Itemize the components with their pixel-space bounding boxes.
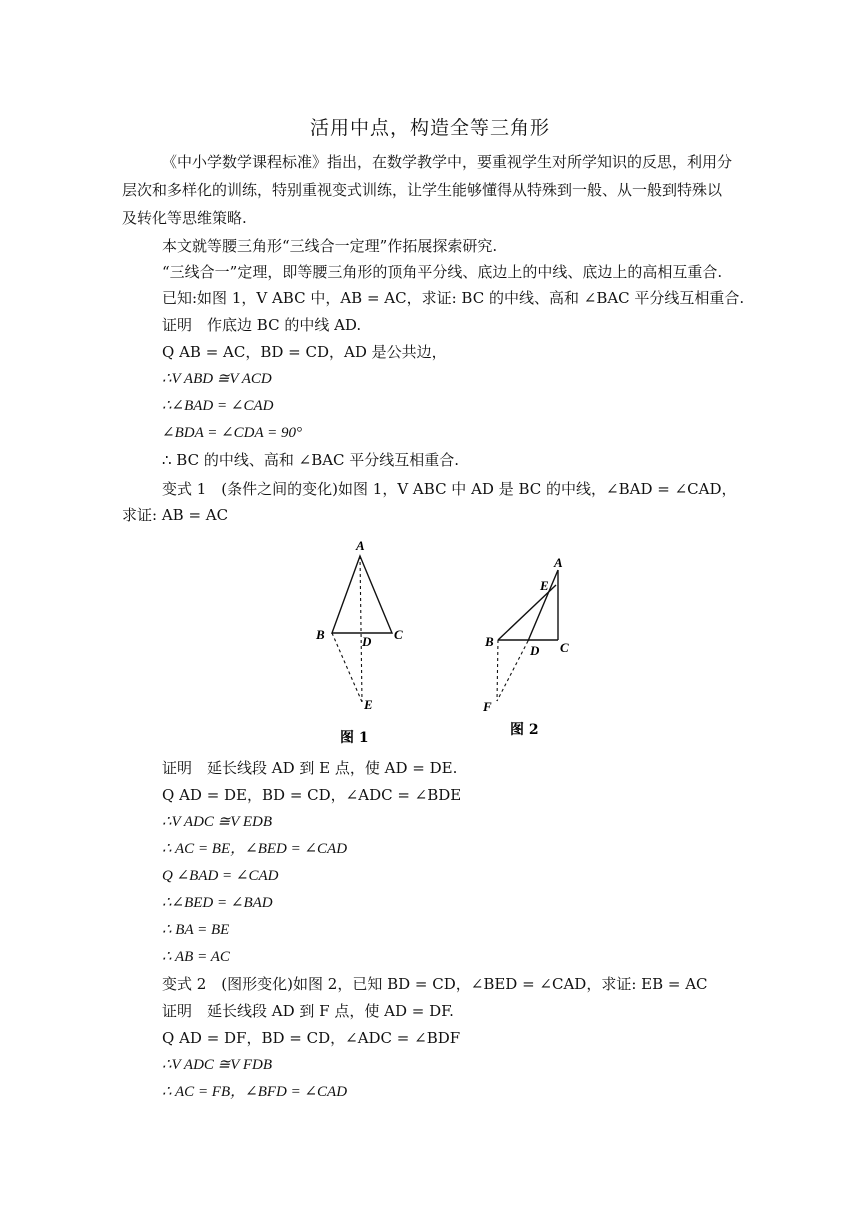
proof-0-line-6: ∴ BC 的中线、高和 ∠BAC 平分线互相重合.	[162, 451, 460, 469]
fig1-caption: 图 1	[340, 730, 369, 746]
fig1-label-e: E	[364, 697, 373, 712]
page-title: 活用中点，构造全等三角形	[309, 117, 550, 139]
paragraph-1-line-1: 《中小学数学课程标准》指出，在数学教学中，要重视学生对所学知识的反思，利用分	[162, 153, 733, 171]
proof-0-line-2: Q AB = AC，BD = CD，AD 是公共边，	[162, 343, 447, 361]
proof-1-line-1: 证明 延长线段 AD 到 E 点，使 AD = DE.	[162, 759, 458, 777]
proof-1-line-7: ∴ BA = BE	[162, 922, 230, 938]
figure-1	[315, 538, 403, 746]
variant-2-line-1: 变式 2 (图形变化)如图 2，已知 BD = CD，∠BED = ∠CAD，求证: EB = AC	[162, 975, 708, 993]
given-statement: 已知:如图 1，V ABC 中，AB = AC，求证: BC 的中线、高和 ∠BAC 平分线互相重合.	[162, 289, 745, 307]
fig1-label-c: C	[394, 627, 403, 642]
segment-df	[497, 641, 528, 701]
proof-1-line-3: ∴V ADC ≅V EDB	[162, 814, 273, 830]
proof-2-line-2: Q AD = DF，BD = CD，∠ADC = ∠BDF	[162, 1029, 461, 1047]
fig2-label-f: F	[483, 699, 492, 714]
figure-2	[482, 555, 569, 738]
proof-0-line-3: ∴V ABD ≅V ACD	[162, 371, 272, 387]
proof-1-line-6: ∴∠BED = ∠BAD	[162, 895, 273, 911]
fig2-label-c: C	[560, 640, 569, 655]
triangle-abc	[332, 556, 392, 633]
paragraph-3: “三线合一”定理，即等腰三角形的顶角平分线、底边上的中线、底边上的高相互重合.	[162, 263, 723, 281]
proof-0-line-4: ∴∠BAD = ∠CAD	[162, 398, 274, 414]
fig1-label-a: A	[356, 538, 365, 553]
fig2-label-e: E	[540, 578, 549, 593]
figures-svg	[300, 535, 600, 750]
paragraph-1-line-2: 层次和多样化的训练，特别重视变式训练，让学生能够懂得从特殊到一般、从一般到特殊以	[122, 181, 723, 199]
proof-0-line-1: 证明 作底边 BC 的中线 AD.	[162, 316, 362, 334]
proof-2-line-3: ∴V ADC ≅V FDB	[162, 1057, 273, 1073]
proof-1-line-2: Q AD = DE，BD = CD，∠ADC = ∠BDE	[162, 786, 462, 804]
paragraph-1-line-3: 及转化等思维策略.	[122, 209, 247, 227]
segment-be	[332, 633, 362, 702]
fig2-label-a: A	[554, 555, 563, 570]
fig2-label-b: B	[485, 634, 494, 649]
proof-2-line-4: ∴ AC = FB，∠BFD = ∠CAD	[162, 1084, 348, 1100]
variant-1-line-2: 求证: AB = AC	[122, 506, 229, 524]
fig2-caption: 图 2	[510, 722, 539, 738]
proof-2-line-1: 证明 延长线段 AD 到 F 点，使 AD = DF.	[162, 1002, 454, 1020]
geometry-figures	[300, 535, 600, 750]
segment-bf	[497, 640, 498, 701]
fig1-label-d: D	[362, 634, 372, 649]
fig1-label-b: B	[316, 627, 325, 642]
paragraph-2: 本文就等腰三角形“三线合一定理”作拓展探索研究.	[162, 237, 498, 255]
proof-0-line-5: ∠BDA = ∠CDA = 90°	[162, 425, 302, 441]
proof-1-line-5: Q ∠BAD = ∠CAD	[162, 868, 279, 884]
segment-be	[498, 585, 556, 640]
median-ad-extended	[360, 556, 362, 702]
proof-1-line-8: ∴ AB = AC	[162, 949, 230, 965]
variant-1-line-1: 变式 1 (条件之间的变化)如图 1，V ABC 中 AD 是 BC 的中线，∠BAD = ∠CAD，	[162, 480, 737, 498]
fig2-label-d: D	[530, 643, 540, 658]
proof-1-line-4: ∴ AC = BE，∠BED = ∠CAD	[162, 841, 348, 857]
